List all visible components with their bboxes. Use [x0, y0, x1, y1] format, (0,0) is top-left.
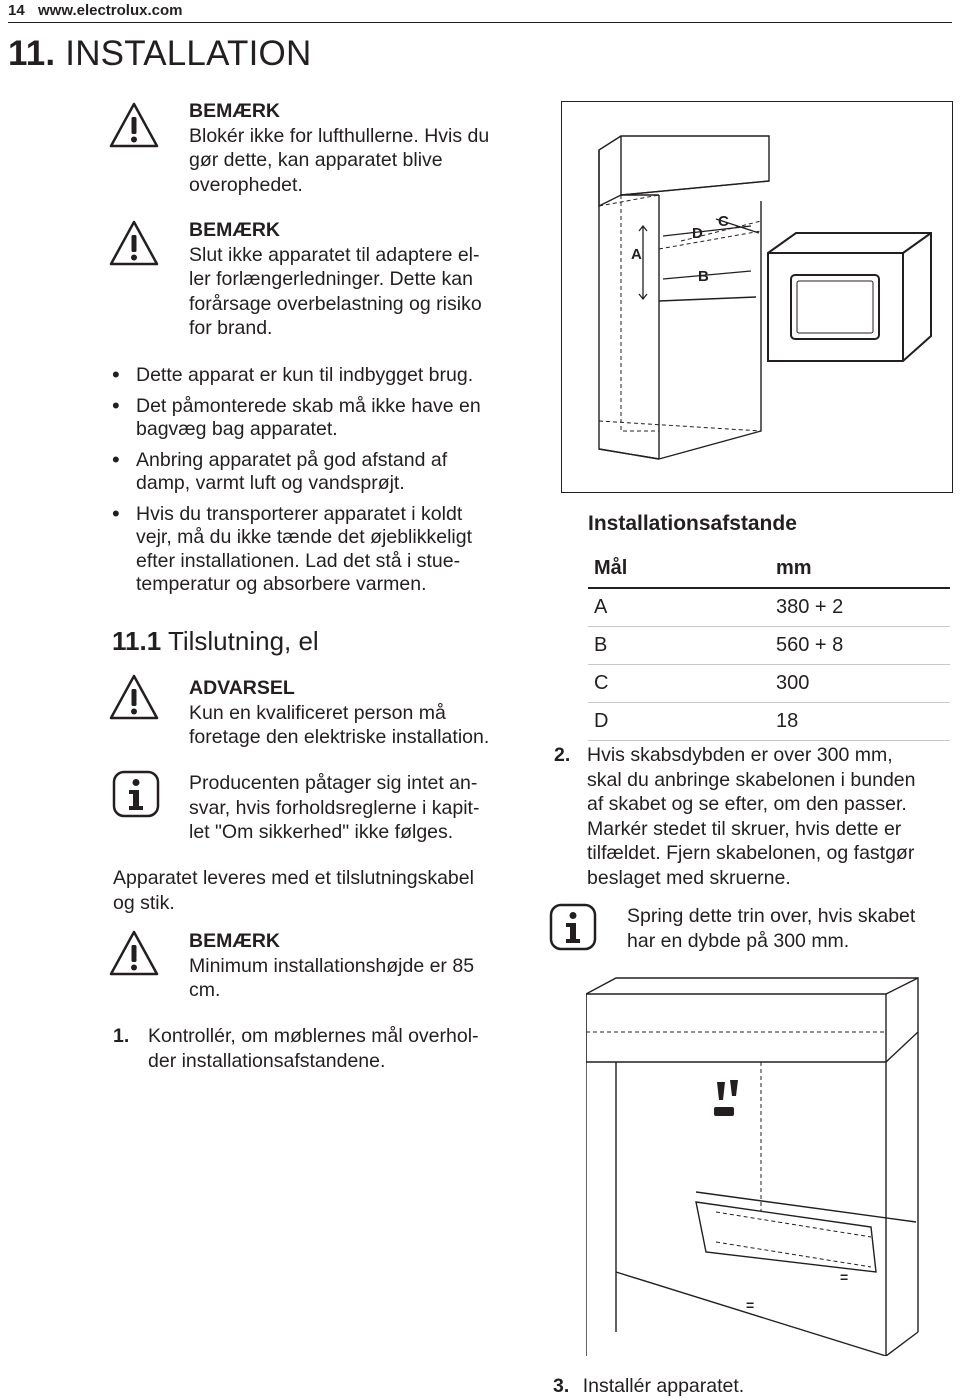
info-line: har en dybde på 300 mm. [627, 929, 850, 952]
info-icon [110, 768, 162, 820]
bullet-item [112, 364, 522, 388]
bullet-list [112, 364, 522, 604]
warning-block [189, 676, 549, 750]
table-cell: 380 + 2 [770, 588, 950, 627]
chapter-heading: INSTALLATION [65, 34, 312, 73]
bullet-item [112, 503, 522, 597]
note-block-3 [189, 929, 529, 1003]
page-number: 14 [8, 2, 25, 19]
table-cell: 560 + 8 [770, 627, 950, 665]
warning-title: ADVARSEL [189, 677, 295, 699]
bullet-line: temperatur og absorbere varmen. [136, 573, 427, 595]
note-line: forårsage overbelastning og risiko [189, 292, 482, 315]
note-line: ler forlængerledninger. Dette kan [189, 268, 473, 290]
section-title: Tilslutning, el [167, 626, 319, 656]
step-number: 2. [554, 744, 571, 766]
bullet-line: • Dette apparat er kun til indbygget brug. [136, 364, 474, 386]
bullet-item [112, 449, 522, 496]
chapter-title [8, 34, 311, 74]
step-1 [113, 1024, 533, 1073]
note-line: cm. [189, 979, 221, 1001]
table-cell: A [588, 588, 770, 627]
label-c: C [718, 213, 729, 230]
paragraph-line: Apparatet leveres med et tilslutningskabel [113, 867, 474, 889]
equal-mark: = [840, 1269, 849, 1285]
table-row [588, 703, 950, 741]
step-line: tilfældet. Fjern skabelonen, og fastgør [587, 842, 915, 864]
note-block-1 [189, 99, 529, 197]
equal-mark: = [746, 1297, 755, 1313]
note-title: BEMÆRK [189, 100, 280, 122]
label-a: A [631, 246, 642, 263]
table-cell: 300 [770, 665, 950, 703]
table-cell: D [588, 703, 770, 741]
paragraph [113, 866, 533, 915]
section-number: 11.1 [112, 626, 162, 656]
info-line: let "Om sikkerhed" ikke følges. [189, 821, 454, 843]
step-3 [553, 1374, 951, 1399]
warning-triangle-icon [108, 672, 160, 724]
warning-line: foretage den elektriske installation. [189, 726, 490, 748]
note-line: gør dette, kan apparatet blive [189, 149, 443, 171]
section-heading [112, 626, 319, 657]
note-block-2 [189, 218, 529, 341]
table-row [588, 627, 950, 665]
table-cell: 18 [770, 703, 950, 741]
screws-drawing [714, 1080, 738, 1116]
bullet-item [112, 395, 522, 442]
warning-triangle-icon [108, 928, 160, 980]
note-title: BEMÆRK [189, 219, 280, 241]
label-b: B [698, 268, 709, 285]
table-header-row [588, 550, 950, 588]
info-block-1 [189, 771, 549, 845]
step-line: skal du anbringe skabelonen i bunden [587, 768, 916, 791]
step-line: Kontrollér, om møblernes mål overhol- [148, 1025, 479, 1047]
note-line: overophedet. [189, 173, 303, 196]
bullet-line: • Det påmonterede skab må ikke have en [136, 394, 481, 417]
bullet-line: • Hvis du transporterer apparatet i koldt [136, 502, 463, 525]
table-row [588, 665, 950, 703]
step-line: der installationsafstandene. [148, 1049, 386, 1072]
step-line: af skabet og se efter, om den passer. [587, 793, 907, 815]
cabinet-template-figure [586, 972, 952, 1356]
info-line: svar, hvis forholdsreglerne i kapit- [189, 796, 480, 819]
bullet-line: bagvæg bag apparatet. [136, 418, 338, 440]
note-title: BEMÆRK [189, 930, 280, 952]
label-d: D [692, 225, 703, 242]
website-link[interactable]: www.electrolux.com [38, 2, 183, 19]
step-line: beslaget med skruerne. [587, 866, 791, 889]
bullet-line: • Anbring apparatet på god afstand af [136, 448, 448, 471]
step-line: Markér stedet til skruer, hvis dette er [587, 817, 902, 840]
info-line: Spring dette trin over, hvis skabet [627, 905, 916, 927]
info-line: Producenten påtager sig intet an- [189, 772, 478, 794]
bullet-line: efter installationen. Lad det stå i stue- [136, 549, 461, 572]
note-line: Minimum installationshøjde er 85 [189, 954, 475, 977]
bullet-line: vejr, må du ikke tænde det øjeblikkeligt [136, 526, 472, 548]
figure-frame [562, 102, 953, 493]
table-title: Installationsafstande [588, 512, 797, 535]
step-number: 1. [113, 1025, 130, 1047]
warning-line: Kun en kvalificeret person må [189, 701, 446, 724]
cabinet-hidden-lines [586, 1032, 886, 1272]
step-2 [554, 743, 952, 890]
info-icon [547, 901, 599, 953]
table-cell: B [588, 627, 770, 665]
step-line: Hvis skabsdybden er over 300 mm, [587, 744, 893, 766]
table-header: Mål [588, 550, 770, 588]
dimensions-table [588, 550, 950, 741]
warning-triangle-icon [108, 100, 160, 152]
info-block-2 [627, 904, 957, 953]
table-row [588, 588, 950, 627]
page-header [8, 0, 952, 23]
note-line: Blokér ikke for lufthullerne. Hvis du [189, 124, 490, 147]
step-text: Installér apparatet. [582, 1375, 745, 1397]
note-line: for brand. [189, 317, 273, 339]
cabinet-dimensions-figure [561, 101, 953, 493]
table-header: mm [770, 550, 950, 588]
note-line: Slut ikke apparatet til adaptere el- [189, 243, 480, 266]
bullet-line: damp, varmt luft og vandsprøjt. [136, 472, 405, 494]
paragraph-line: og stik. [113, 891, 175, 914]
chapter-number: 11. [8, 34, 56, 73]
step-number: 3. [553, 1375, 570, 1397]
warning-triangle-icon [108, 218, 160, 270]
table-cell: C [588, 665, 770, 703]
